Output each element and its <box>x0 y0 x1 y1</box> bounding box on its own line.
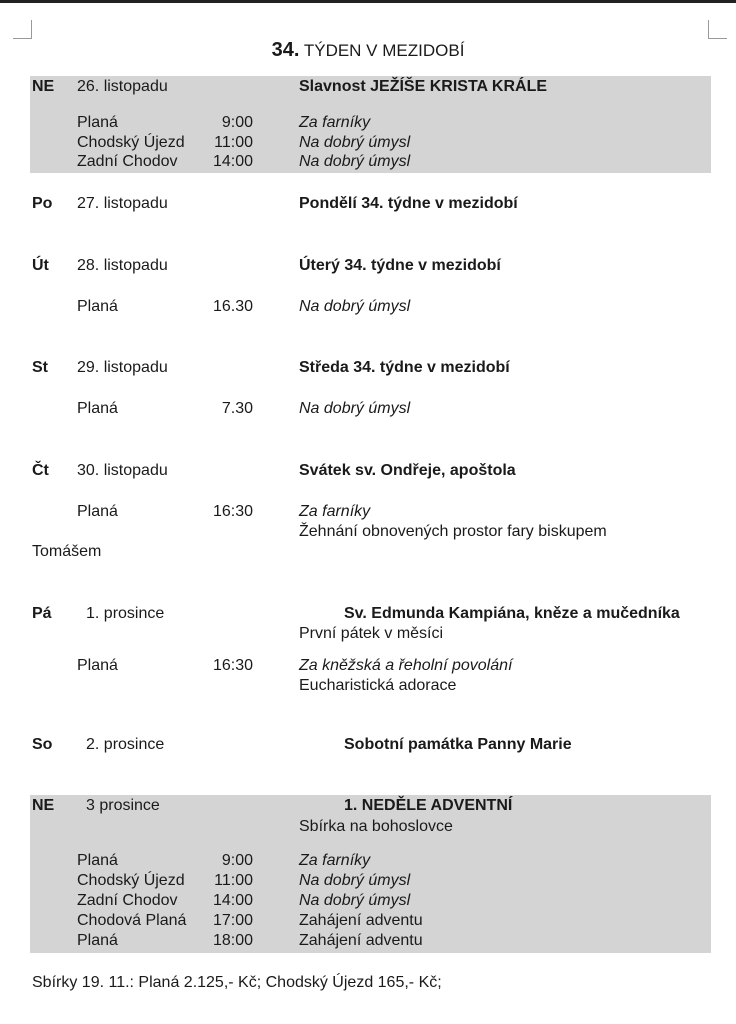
day-celebration: Úterý 34. týdne v mezidobí <box>299 257 501 274</box>
day-celebration: Slavnost JEŽÍŠE KRISTA KRÁLE <box>299 78 548 95</box>
day-abbr: St <box>32 359 48 376</box>
mass-place: Planá <box>77 298 118 315</box>
mass-time: 11:00 <box>214 872 253 889</box>
mass-place: Planá <box>77 932 118 949</box>
mass-time: 14:00 <box>212 153 253 170</box>
day-celebration: Středa 34. týdne v mezidobí <box>299 359 510 376</box>
mass-place: Chodová Planá <box>77 912 187 929</box>
mass-note: Eucharistická adorace <box>299 677 457 694</box>
mass-note: Žehnání obnovených prostor fary biskupem <box>299 523 607 540</box>
day-subtitle: Sbírka na bohoslovce <box>299 818 453 835</box>
mass-place: Chodský Újezd <box>77 134 185 151</box>
day-abbr: Pá <box>32 605 52 622</box>
mass-place: Chodský Újezd <box>77 872 185 889</box>
mass-intention: Na dobrý úmysl <box>299 892 411 909</box>
mass-place: Planá <box>77 852 118 869</box>
mass-intention: Na dobrý úmysl <box>299 134 411 151</box>
day-date: 29. listopadu <box>77 359 168 376</box>
day-date: 3 prosince <box>86 797 160 814</box>
mass-intention: Za farníky <box>299 852 371 869</box>
day-abbr: NE <box>32 78 55 95</box>
mass-place: Planá <box>77 400 118 417</box>
mass-place: Planá <box>77 657 118 674</box>
mass-intention: Za farníky <box>299 503 371 520</box>
mass-place: Zadní Chodov <box>77 892 178 909</box>
day-date: 26. listopadu <box>77 78 168 95</box>
page-title <box>0 38 736 64</box>
mass-intention: Na dobrý úmysl <box>299 872 411 889</box>
day-date: 1. prosince <box>86 605 165 622</box>
day-abbr: Čt <box>32 462 49 479</box>
day-celebration: 1. NEDĚLE ADVENTNÍ <box>344 797 513 814</box>
mass-place: Planá <box>77 114 118 131</box>
day-celebration: Pondělí 34. týdne v mezidobí <box>299 195 518 212</box>
mass-note-continued: Tomášem <box>32 543 102 560</box>
day-date: 2. prosince <box>86 736 165 753</box>
mass-place: Planá <box>77 503 118 520</box>
mass-intention: Na dobrý úmysl <box>299 153 411 170</box>
mass-time: 7.30 <box>221 400 253 417</box>
day-celebration: Sv. Edmunda Kampiána, kněze a mučedníka <box>344 605 680 622</box>
margin-mark-left <box>13 20 32 39</box>
mass-time: 9:00 <box>221 114 253 131</box>
mass-time: 16:30 <box>212 503 253 520</box>
day-celebration: Svátek sv. Ondřeje, apoštola <box>299 462 516 479</box>
day-abbr: NE <box>32 797 55 814</box>
week-number: 34. <box>271 39 300 61</box>
day-subtitle: První pátek v měsíci <box>299 625 444 642</box>
mass-place: Zadní Chodov <box>77 153 178 170</box>
week-title: TÝDEN V MEZIDOBÍ <box>303 41 465 60</box>
mass-intention: Zahájení adventu <box>299 932 423 949</box>
day-abbr: Út <box>32 257 49 274</box>
mass-intention: Za farníky <box>299 114 371 131</box>
mass-intention: Zahájení adventu <box>299 912 423 929</box>
mass-time: 16:30 <box>212 657 253 674</box>
mass-time: 17:00 <box>212 912 253 929</box>
day-date: 28. listopadu <box>77 257 168 274</box>
mass-intention: Na dobrý úmysl <box>299 298 411 315</box>
day-date: 27. listopadu <box>77 195 168 212</box>
day-celebration: Sobotní památka Panny Marie <box>344 736 572 753</box>
margin-mark-right <box>708 20 727 39</box>
day-abbr: So <box>32 736 53 753</box>
day-abbr: Po <box>32 195 53 212</box>
collections-note: Sbírky 19. 11.: Planá 2.125,- Kč; Chodský Újezd 165,- Kč; <box>32 974 442 991</box>
mass-time: 16.30 <box>212 298 253 315</box>
mass-intention: Na dobrý úmysl <box>299 400 411 417</box>
mass-time: 14:00 <box>212 892 253 909</box>
mass-time: 9:00 <box>221 852 253 869</box>
day-date: 30. listopadu <box>77 462 168 479</box>
mass-intention: Za kněžská a řeholní povolání <box>299 657 513 674</box>
page-top-border <box>0 0 736 3</box>
mass-time: 11:00 <box>214 134 253 151</box>
mass-time: 18:00 <box>212 932 253 949</box>
